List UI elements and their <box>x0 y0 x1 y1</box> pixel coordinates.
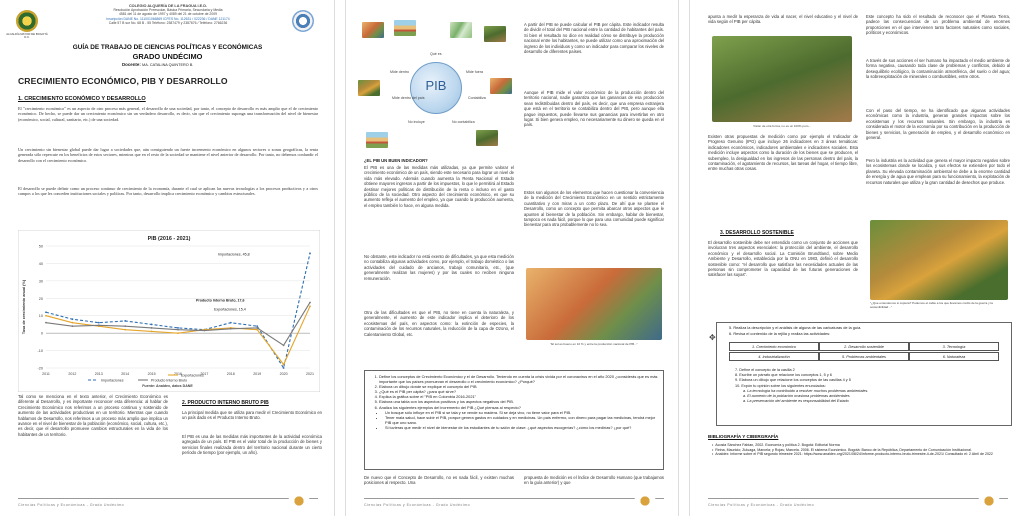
grid-cell: 4. Industrialización <box>729 352 819 361</box>
x-tick-label: 2021 <box>306 372 314 376</box>
data-point <box>204 330 206 332</box>
cartoon-caption: "¿Que entendemos si cupiera? Podemos el cable a los que llevamos cordis de la guerra y la sostenibilidad…" <box>870 301 993 309</box>
data-point <box>177 329 179 331</box>
paragraph: apunta a medir la esperanza de vida al nacer, el nivel educativo y el nivel de vida según el PIB per cápita. <box>708 14 858 25</box>
diagram-image <box>358 80 380 96</box>
y-tick-label: 10 <box>38 314 43 319</box>
cartoon-caption: "El sol es bueno en 10 % y entre la producción nacional de PIB..." <box>550 342 638 346</box>
diagram-image <box>450 22 472 38</box>
bibliography-item: • Reina, Mauricio; Zuluaga, Marcela; y Rojas; Marcela. 2006. El sistema Económico. Bogotá: Banco de la República, Departamento de Comunicación Institucional. <box>712 448 1012 453</box>
activity-item: 9. Elabora un dibujo que relacione los conceptos de las casillas 4 y 5 <box>735 378 851 383</box>
data-point <box>124 320 126 322</box>
chart-annotation: Producto Interno Bruto, 17,6 <box>196 298 245 303</box>
diagram-label: No incluye <box>408 120 425 124</box>
data-point <box>309 302 311 304</box>
data-point <box>309 252 311 254</box>
paragraph: Pero la industria es la actividad que genera el mayor impacto negativo sobre los ecosistemas donde se localiza, y sus efectos se extienden por todo el planeta. Su elevada contaminación ambiental se debe a la enorme cantidad de energía y de agua que emplean para su funcionamiento, la explotación de recursos naturales que utiliza y la gran cantidad de desechos que produce. <box>866 158 1010 185</box>
grid-cell: 6. Naturaleza <box>909 352 999 361</box>
data-point <box>177 327 179 329</box>
data-point <box>45 315 47 317</box>
header-line: 4581 del 11 de agosto de 1997 y 4089 del 21 de octubre de 2009 <box>119 12 217 17</box>
chart-title: PIB (2016 - 2021) <box>147 236 191 242</box>
data-point <box>151 324 153 326</box>
diagram-label: Mide dentro <box>390 70 409 74</box>
x-tick-label: 2018 <box>226 372 235 376</box>
data-point <box>230 328 232 330</box>
activity-item: 5. Elabora una tabla con los aspectos positivos y los aspectos negativos del PIB. <box>379 399 659 404</box>
footer-text: Ciencias Políticas y Económicas - Grado Undécimo <box>18 503 125 507</box>
paragraph: El "crecimiento económico" es un aspecto de otro proceso más general, el desarrollo de una sociedad, por tanto, el concepto de desarrollo es más amplio que el de crecimiento económico. De hecho, se puede dar un crecimiento económico sin un verdadero desarrollo, es decir, sin que el crecimiento suponga una transformación del nivel de bienestar (económico, social, cultural, sanitario, etc.) de una sociedad. <box>18 106 318 122</box>
diagram-label: Mide dentro del país <box>392 96 425 100</box>
guide-title: GUÍA DE TRABAJO DE CIENCIAS POLÍTICAS Y ECONÓMICAS <box>72 44 263 51</box>
paragraph: propuesta de medición es el Índice de Desarrollo Humano (que trabajamos en la guía anterior) y que <box>524 475 664 486</box>
footer-text: Ciencias Políticas y Económicas - Grado Undécimo <box>708 503 815 507</box>
x-tick-label: 2017 <box>200 372 209 376</box>
main-title: CRECIMIENTO ECONÓMICO, PIB Y DESARROLLO <box>18 76 228 86</box>
data-point <box>283 364 285 366</box>
data-point <box>72 325 74 327</box>
x-tick-label: 2019 <box>253 372 262 376</box>
chart-frame <box>18 230 320 392</box>
footer-logo-icon <box>288 494 310 508</box>
question-title: ¿EL PIB UN BUEN INDICADOR? <box>364 158 428 163</box>
x-tick-label: 2020 <box>279 372 288 376</box>
sustainability-cartoon <box>870 220 1008 300</box>
x-tick-label: 2016 <box>174 372 182 376</box>
diagram-label: No contabiliza <box>452 120 475 124</box>
paragraph: Con el paso del tiempo, se ha identificado que algunas actividades económicas como la industria, generan grandes impactos sobre los ecosistemas y los recursos naturales. Sin embargo, la industria es considerada el motor de la economía por su contribución en la producción de bienes y servicios, la generación de empleo, y el desarrollo económico en general. <box>866 108 1010 141</box>
y-tick-label: 30 <box>38 279 43 284</box>
activity-item: 7. Define el concepto de la casilla 2 <box>735 368 795 372</box>
bibliography-list <box>712 443 1012 457</box>
diagram-label: Mide fuera <box>466 70 483 74</box>
footer-logo-icon <box>634 494 656 508</box>
paragraph: A partir del PIB se puede calcular el PIB per cápita. Este indicador resulta de dividir el total del PIB nacional entre la cantidad de habitantes del país. Si bien el resultado no dice en realidad cómo se distribuye la producción nacional entre los habitantes, se puede utilizar como una aproximación del ingreso de los individuos y como un indicador para comparar los niveles de desarrollo de diferentes países. <box>524 22 664 55</box>
footer-divider <box>18 498 318 499</box>
y-axis-label: Tasa de crecimiento anual (%) <box>22 279 26 335</box>
footer-logo-icon <box>978 494 1000 508</box>
paragraph: De nuevo que el Concepto de Desarrollo, no es nada fácil, y existen muchas posiciones al respecto. Una <box>364 475 514 486</box>
legend-label: Importaciones <box>101 378 124 383</box>
diagram-image <box>362 22 384 38</box>
x-tick-label: 2014 <box>121 372 130 376</box>
bibliography-item[interactable]: • Analdex: Informe sobre el PIB segundo trimestre 2021: https://www.analdex.org/2021/08/24/informe-producto-interno-bruto-trimestre-ii-de-2021/ Consultado el: 2 Abril de 2022 <box>712 452 1012 457</box>
activity-item: 3. ¿Qué es el PIB per cápita? ¿para qué sirve? <box>379 389 659 394</box>
x-tick-label: 2013 <box>94 372 103 376</box>
grid-cell: 5. Problemas ambientales <box>819 352 909 361</box>
activities-box <box>709 322 1012 426</box>
diagram-label: Contabiliza <box>468 96 486 100</box>
paragraph: El PIB es una de las medidas más utilizadas, ya que permite valorar el crecimiento económico de un país, siendo este necesario para lograr un nivel de vida más elevado. Además cuando aumenta la Renta Nacional el Estado obtiene mayores ingresos a partir de los impuestos, lo que le permitirá al Estado destinar mejores políticas de distribución de la renta o incluso en el gasto público de la sociedad. Otro aspecto del crecimiento económico, es que su aumento refleja el aumento del empleo, ya que cuando la producción aumenta, el empleo también lo hace, en alguna medida. <box>364 165 514 208</box>
data-point <box>256 327 258 329</box>
concept-grid <box>729 342 999 362</box>
school-name: COLEGIO ALQUERÍA DE LA FRAGUA I.E.D. <box>128 4 208 8</box>
data-point <box>283 367 285 369</box>
paragraph: Otra de las dificultades es que el PIB, no tiene en cuenta la naturaleza, y generalmente, el aumento de este indicador implica el deterioro de los ecosistemas del país, en aspectos como: la extinción de especies, la contaminación de los recursos naturales, la reducción de la capa de Ozono, el Calentamiento Global, etc. <box>364 310 514 337</box>
data-point <box>124 329 126 331</box>
data-point <box>283 344 285 346</box>
paragraph: Tal como se menciona en el texto anterior, el Crecimiento Económico es diferente al Desarrollo, y es importante reconocer esta diferencia: al hablar de Crecimiento Económico nos referimos a un proceso continuo y sostenido de aumento de las actividades productivas en un territorio. Mientras que cuando hablamos de Desarrollo, nos referimos a un proceso más amplio que implica un avance en el nivel de bienestar de la población (económico, social, cultura, etc.), es decir, que el desarrollo promueve cambios estructurales en la vida de los habitantes de un territorio. <box>18 394 168 437</box>
diagram-image <box>394 20 416 36</box>
ciencias-sociales-logo-icon <box>292 10 314 32</box>
page-2 <box>345 0 679 516</box>
activity-item: a. La tecnología ha contribuido a resolver muchos problemas ambientales. <box>743 388 869 393</box>
diagram-label: Qué es <box>430 52 442 56</box>
data-point <box>98 324 100 326</box>
y-tick-label: 0 <box>40 331 43 336</box>
page-1 <box>0 0 335 516</box>
pib-chart-svg <box>18 230 320 392</box>
activity-item: 6. Analiza los siguientes ejemplos del incremento del PIB ¿Qué piensas al respecto? <box>379 405 659 410</box>
diagram-image <box>476 130 498 146</box>
chart-source: Fuente: Analdex, datos DANE <box>142 384 193 388</box>
school-header <box>52 4 284 25</box>
chart-annotation: Exportaciones, 15,4 <box>214 307 246 312</box>
paragraph: El PIB es una de las medidas más importantes de la actividad económica agregada de un país. El PIB es el valor total de la producción de bienes y servicios finales realizada dentro del territorio nacional durante un cierto período de tiempo (por ejemplo, un año). <box>182 434 322 456</box>
footer-divider <box>364 498 664 499</box>
paragraph: La principal medida que se utiliza para medir el Crecimiento Económico en un país dado es el Producto Interno Bruto. <box>182 410 322 421</box>
paragraph: El desarrollo sostenible debe ser entendido como un conjunto de acciones que involucran tres aspectos esenciales: la protección del ambiente, el desarrollo económico y el desarrollo social. La Comisión Brundtland, sobre Medio Ambiente y Desarrollo, establecida por la ONU en 1983, definió el desarrollo sostenible como: "el desarrollo que satisface las necesidades actuales de las personas sin comprometer la capacidad de las futuras generaciones de satisfacer las suyas". <box>708 240 858 278</box>
data-point <box>45 322 47 324</box>
header-line: Inscripción DANE No. 111001066869 ICFES No. 112631 / 022236 / DANE 121174 <box>106 16 230 21</box>
section3-title: 3. DESARROLLO SOSTENIBLE <box>720 230 794 236</box>
y-tick-label: -20 <box>37 366 43 371</box>
data-point <box>177 332 179 334</box>
activities-list <box>365 371 663 430</box>
legend-label: Exportaciones <box>181 373 204 378</box>
paragraph: El desarrollo se puede definir como un proceso continuo de crecimiento de la economía, durante el cual se aplican las nuevas tecnologías a los procesos productivos y a otros campos a los que les conceden instituciones sociales y políticas. Por tanto, desarrollo implica crecimiento económico y cambios estructurales. <box>18 186 318 197</box>
photo-caption: Visión de otra forma, no es un 100% puro... <box>753 124 811 128</box>
x-tick-label: 2015 <box>147 372 156 376</box>
paragraph: Este concepto ha sido el resultado de reconocer que el Planeta Tierra, padece las consecuencias de un problema ambiental de enormes proporciones en el que intervienen tanto factores naturales como sociales, políticos y económicos. <box>866 14 1010 36</box>
activity-item: 1. Define los conceptos de Crecimiento Económico y el de Desarrollo. Teniendo en cuenta la crisis vivida por el coronavirus en el año 2020 ¿considerás que es más importante que los países promuevan el desarrollo o el crecimiento económico? ¿Porqué? <box>379 374 659 384</box>
data-point <box>230 322 232 324</box>
paragraph: A través de sus acciones el ser humano ha impactado el medio ambiente de forma negativa, causando toda clase de problemas y conflictos, debido al desequilibrio ecológico, la contaminación atmosférica, del suelo o del agua; la sobreexplotación de minerales o combustibles, entre otros. <box>866 58 1010 80</box>
x-tick-label: 2011 <box>42 372 50 376</box>
activity-item: • Si tuvieras que medir el nivel de bienestar de los estudiantes de tu salón de clase: ¿qué aspectos escogerías? ¿cómo los medirías? ¿por qué? <box>385 425 659 430</box>
teacher-name: MA. CATALINA QUINTERO B. <box>142 63 194 67</box>
paragraph: Un crecimiento sin bienestar global puede dar lugar a sociedades que, aún consiguiendo un fuerte incremento económico en algunos sectores o zonas geográficas, la renta generada sólo repercute en los beneficios de estos sectores, mientras que en el resto de la sociedad se mantiene el nivel anterior de desarrollo. Por tanto, no debemos confundir el desarrollo con el crecimiento económico. <box>18 147 318 163</box>
data-point <box>72 322 74 324</box>
data-point <box>45 311 47 313</box>
teacher-label: Docente: <box>122 62 141 67</box>
biblio-title: BIBLIOGRAFÍA Y CIBERGRAFÍA <box>708 434 779 439</box>
activity-item: • Un bosque sólo influye en el PIB si se tala y se vende su madera. Si se deja vivo, no tiene valor para el PIB. <box>385 410 659 415</box>
activity-item: 2. Elabora un dibujo donde se explique el concepto del PIB <box>379 384 659 389</box>
section1-title: 1. CRECIMIENTO ECONÓMICO Y DESARROLLO <box>18 96 146 102</box>
teacher-line <box>122 62 193 67</box>
x-tick-label: 2012 <box>68 372 77 376</box>
data-point <box>151 331 153 333</box>
diagram-image <box>366 132 388 148</box>
paragraph: Estos son algunos de los elementos que hacen cuestionar la conveniencia de la medición del Crecimiento Económico en un sentido estrictamente cuantitativo y con miras a un corto plazo. De ahí que se plantee el Desarrollo, como un concepto que permita abarcar otros aspectos que le apunten al bienestar de la población. Sin embargo, hablar de bienestar, tampoco es nada fácil, porque lo que para una comunidad puede significar bienestar para otra probablemente no lo sea. <box>524 190 664 228</box>
diagram-image <box>484 26 506 42</box>
activity-item: a. La preservación del ambiente es responsabilidad del Estado <box>743 399 849 404</box>
grid-cell: 1. Crecimiento económico <box>729 342 819 351</box>
activity-item: 10. Expón tu opinión sobre los siguientes enunciados: <box>735 383 826 388</box>
legend-label: Producto Interno Bruto <box>151 378 188 383</box>
pib-diagram <box>356 20 516 160</box>
y-tick-label: 20 <box>38 296 43 301</box>
activity-item: 8. Escribe un párrafo que relacione los conceptos 1, 5 y 6 <box>735 373 832 378</box>
grid-cell: 2. Desarrollo sostenible <box>819 342 909 351</box>
cartoon-image <box>526 268 662 340</box>
y-tick-label: 50 <box>38 244 43 249</box>
grid-activities-list <box>735 368 1005 404</box>
data-point <box>72 318 74 320</box>
paragraph: Existen otras propuestas de medición como por ejemplo el Indicador de Progreso Genuino (IPG) que incluye 26 indicadores en 3 áreas temáticas: indicadores económicos, indicadores ambientales e indicadores sociales. Esta medición incluye aspectos como la duración de los bienes que se producen, el subempleo, la desigualdad en los ingresos de las personas dentro del país, la contaminación, el agotamiento de recursos, las tareas del hogar, el tiempo libre, entre muchas otras cosas. <box>708 134 858 172</box>
move-handle-icon[interactable]: ✥ <box>709 333 716 342</box>
paragraph: Aunque el PIB mide el valor económico de la producción dentro del territorio nacional, nadie garantiza que las ganancias de esa producción sean redistribuidas dentro del país, es decir, que una empresa extranjera que está en el territorio se contabiliza dentro del PIB, pero aunque ella pague impuestos, puede llevarse sus ganancias para invertirlas en otro lugar. Si bien genera empleo, no necesariamente su dinero se queda en el país. <box>524 90 664 128</box>
header-line: Resolución Aprobación Preescolar, Básica Primaria, Secundaria y Media <box>113 8 223 13</box>
grid-cell: 3. Tecnología <box>909 342 999 351</box>
grade-title: GRADO UNDÉCIMO <box>132 52 203 61</box>
activity-item: a. El aumento de la población ocasiona problemas ambientales <box>743 394 850 399</box>
activity-item: • Tener mala salud, hace subir el PIB, porque genera gastos en cuidados y en medicinas. Un país enfermo, con dinero para pagar las medicinas, tendrá mejor PIB que uno sano. <box>385 415 659 425</box>
data-point <box>256 329 258 331</box>
consumption-photo <box>712 36 852 122</box>
alcaldia-label: ALCALDÍA MAYOR DE BOGOTÁ D.C. <box>6 32 48 40</box>
data-point <box>124 325 126 327</box>
diagram-image <box>490 78 512 94</box>
section2-title: 2. PRODUCTO INTERNO BRUTO PIB <box>182 400 269 406</box>
activity-item: 6. Revisa el contenido de la rejilla y realiza las actividades: <box>729 331 831 336</box>
activity-item: 4. Explica la gráfica sobre el "PIB en Colombia 2016-2021" <box>379 394 659 399</box>
y-tick-label: 40 <box>38 261 43 266</box>
footer-divider <box>708 498 1008 499</box>
activity-item: 5. Realiza la descripción y el análisis de alguna de las caricaturas de la guía. <box>729 325 862 330</box>
paragraph: No obstante, este indicador no está exento de dificultades, ya que esta medición no contabiliza algunas actividades como, por ejemplo, el trabajo doméstico o las actividades del cuidado de ancianos, trabajo comunitario, etc., (que generalmente realizan las mujeres) y por las cuales no reciben ninguna remuneración. <box>364 254 514 281</box>
chart-annotation: Importaciones, 45,8 <box>218 252 250 257</box>
footer-text: Ciencias Políticas y Económicas - Grado Undécimo <box>364 503 471 507</box>
data-point <box>151 327 153 329</box>
pib-center-label: PIB <box>425 78 447 93</box>
alcaldia-seal-icon <box>16 10 38 32</box>
data-point <box>309 305 311 307</box>
activities-box <box>364 370 664 470</box>
data-point <box>98 322 100 324</box>
data-point <box>256 325 258 327</box>
y-tick-label: -10 <box>37 349 43 354</box>
page-3 <box>689 0 1024 516</box>
header-line: Calle 57 B sur No. 68 B - 55 Teléfono: 2387479 y 2387676 / Teléfono: 2766236 <box>108 20 228 25</box>
bibliography-item: • Acosta Sánchez Fabian, 2002. Economía y política 2. Bogotá: Editorial Norma <box>712 443 1012 448</box>
pib-chart <box>18 230 320 392</box>
